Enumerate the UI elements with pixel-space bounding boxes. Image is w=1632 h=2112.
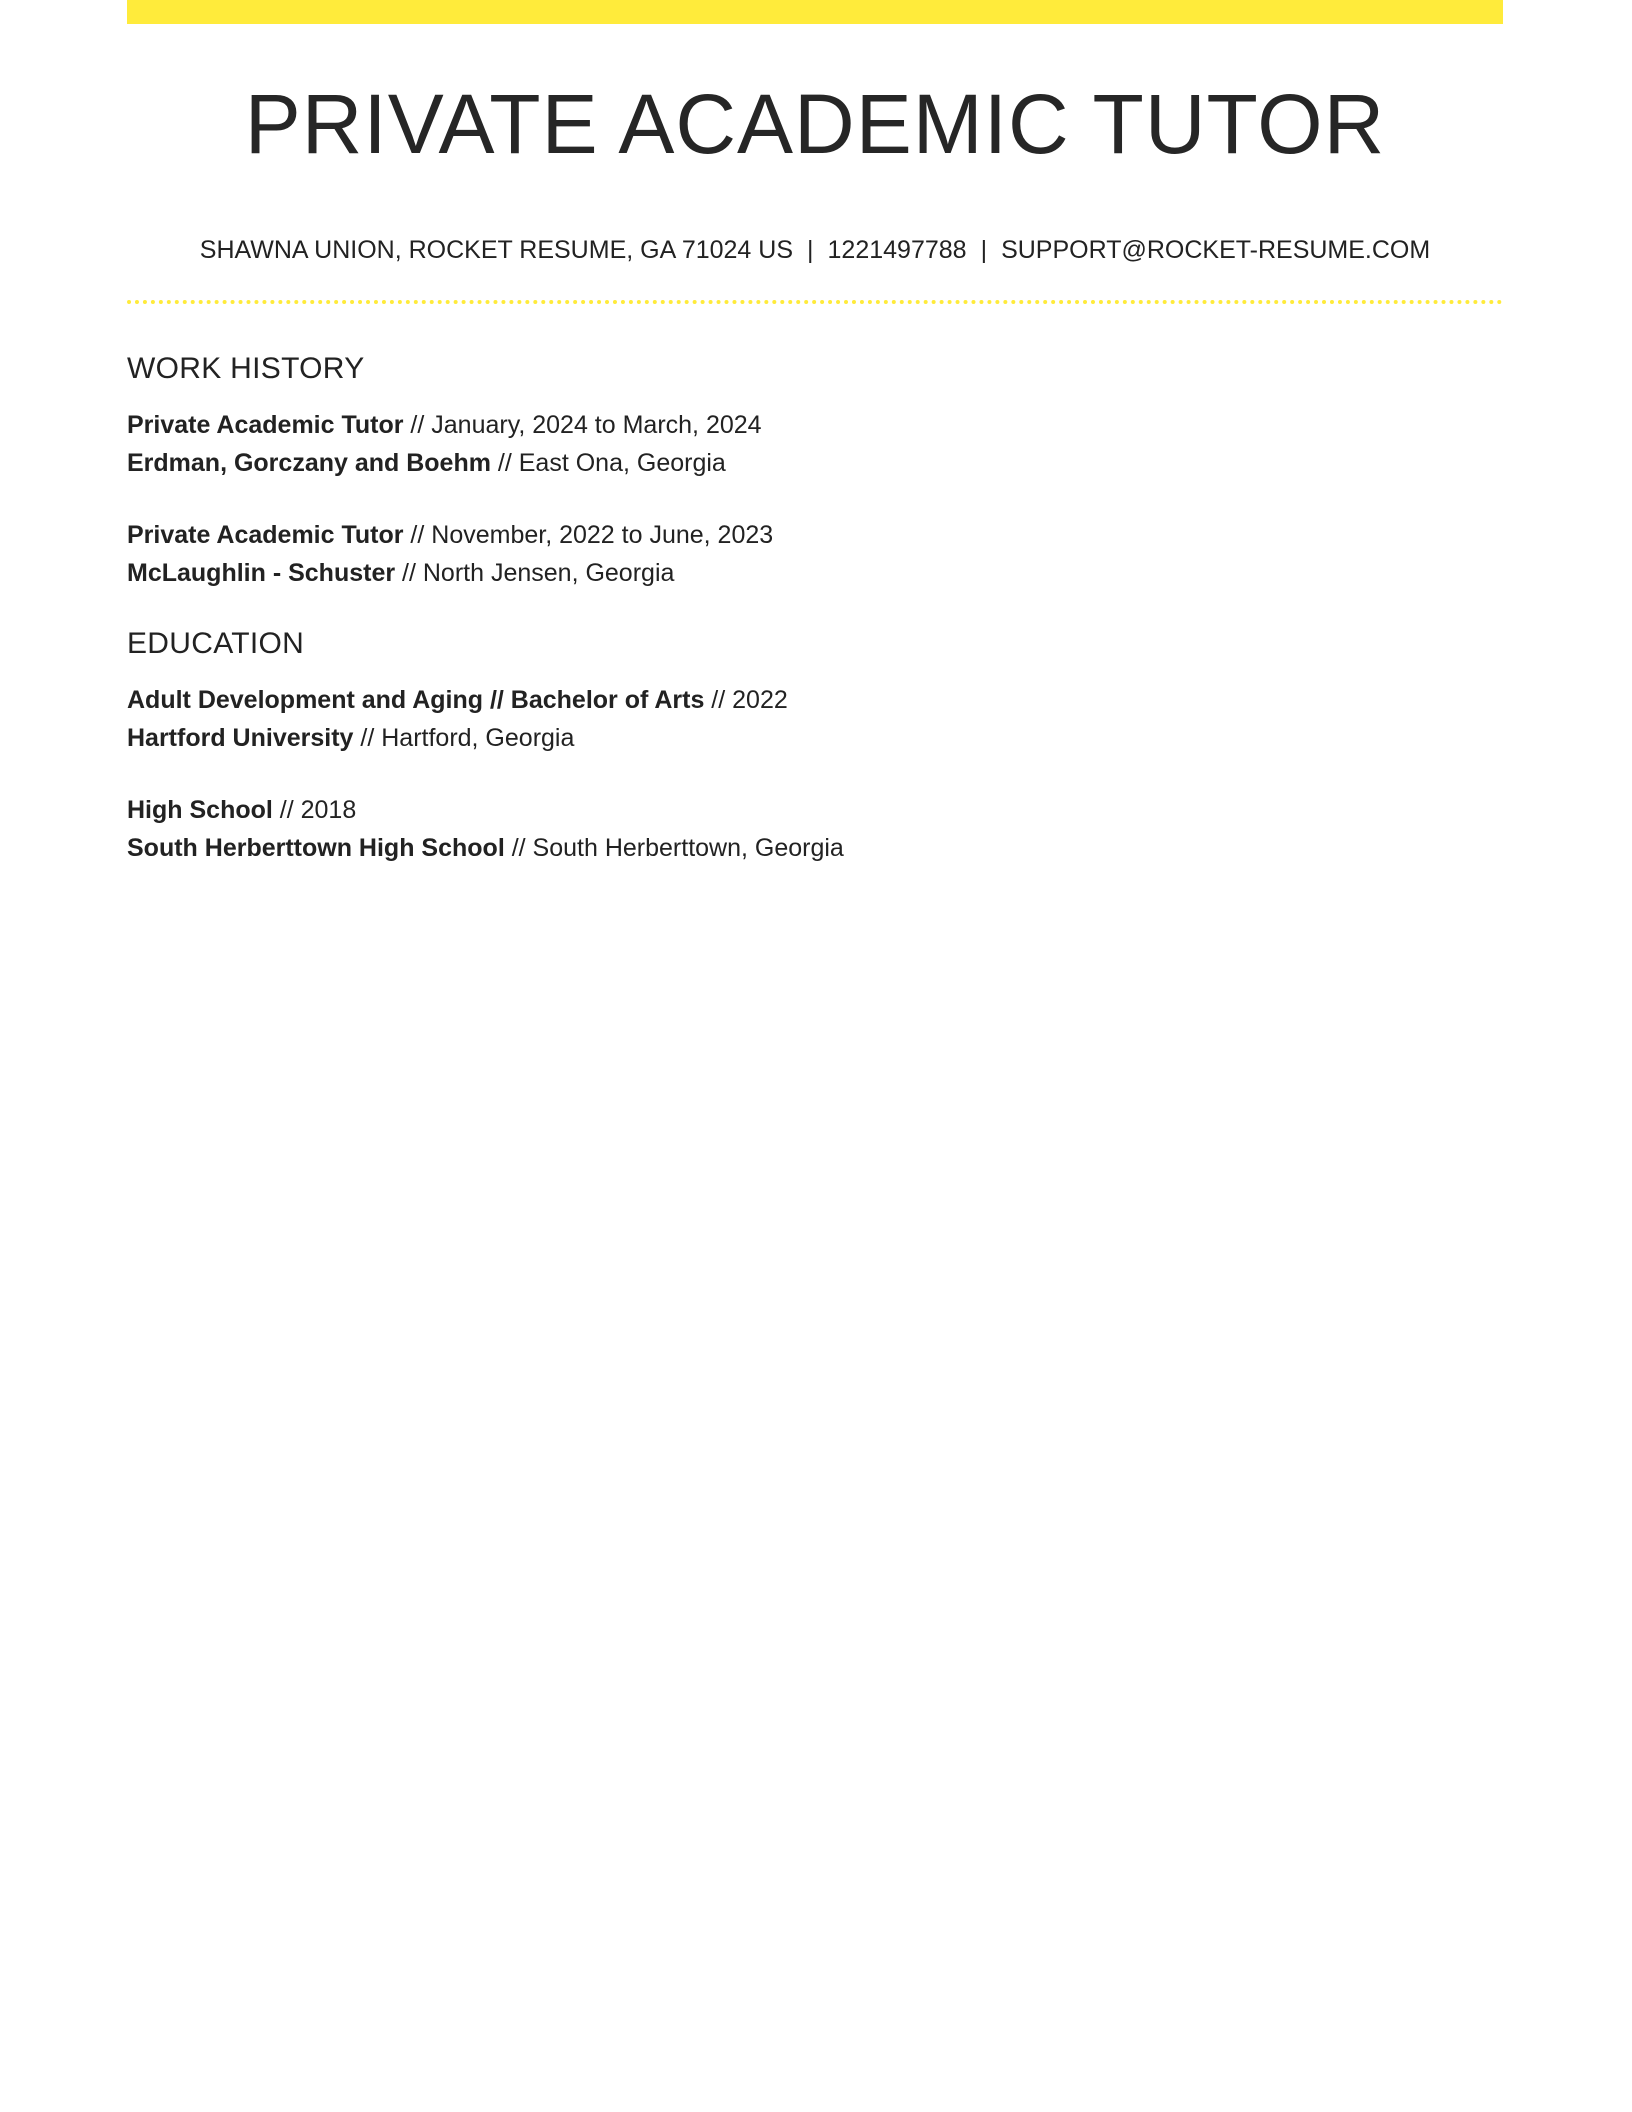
education-entry <box>127 791 1503 867</box>
work-entry-company: McLaughlin - Schuster <box>127 559 396 587</box>
education-entry-degree: High School <box>127 796 273 824</box>
education-entry-school-line <box>127 829 1503 867</box>
education-entry-degree: Adult Development and Aging // Bachelor of Arts <box>127 686 705 714</box>
dotted-divider <box>127 300 1503 304</box>
page-title: PRIVATE ACADEMIC TUTOR <box>244 77 1386 171</box>
work-entry-role: Private Academic Tutor <box>127 411 404 439</box>
contact-address: SHAWNA UNION, ROCKET RESUME, GA 71024 US <box>199 236 794 264</box>
work-entry-company-line <box>127 554 1503 592</box>
work-entry-title-line <box>127 516 1503 554</box>
work-entry-location: // East Ona, Georgia <box>490 449 726 477</box>
education-entry-degree-line <box>127 681 1503 719</box>
education-entry-degree-line <box>127 791 1503 829</box>
contact-separator: | <box>980 236 988 264</box>
work-entry <box>127 406 1503 482</box>
contact-phone: 1221497788 <box>827 236 967 264</box>
education-entry-school: Hartford University <box>127 724 354 752</box>
contact-line <box>127 238 1503 263</box>
education-entry-year: // 2022 <box>704 686 788 714</box>
work-entry-dates: // January, 2024 to March, 2024 <box>403 411 762 439</box>
work-entry-dates: // November, 2022 to June, 2023 <box>403 521 774 549</box>
work-entry-role: Private Academic Tutor <box>127 521 404 549</box>
education-entry-location: // Hartford, Georgia <box>353 724 575 752</box>
work-entry-location: // North Jensen, Georgia <box>395 559 675 587</box>
work-entry-company: Erdman, Gorczany and Boehm <box>127 449 491 477</box>
education-entry <box>127 681 1503 757</box>
education-heading: EDUCATION <box>127 627 305 660</box>
education-entry-school: South Herberttown High School <box>127 834 505 862</box>
contact-email: SUPPORT@ROCKET-RESUME.COM <box>1001 236 1431 264</box>
work-entry-company-line <box>127 444 1503 482</box>
contact-separator: | <box>807 236 814 264</box>
work-entry-title-line <box>127 406 1503 444</box>
education-entry-location: // South Herberttown, Georgia <box>504 834 844 862</box>
top-accent-bar <box>127 0 1503 24</box>
education-entry-school-line <box>127 719 1503 757</box>
education-entry-year: // 2018 <box>272 796 357 824</box>
resume-page <box>127 0 1503 867</box>
work-history-heading: WORK HISTORY <box>127 352 365 385</box>
work-entry <box>127 516 1503 592</box>
